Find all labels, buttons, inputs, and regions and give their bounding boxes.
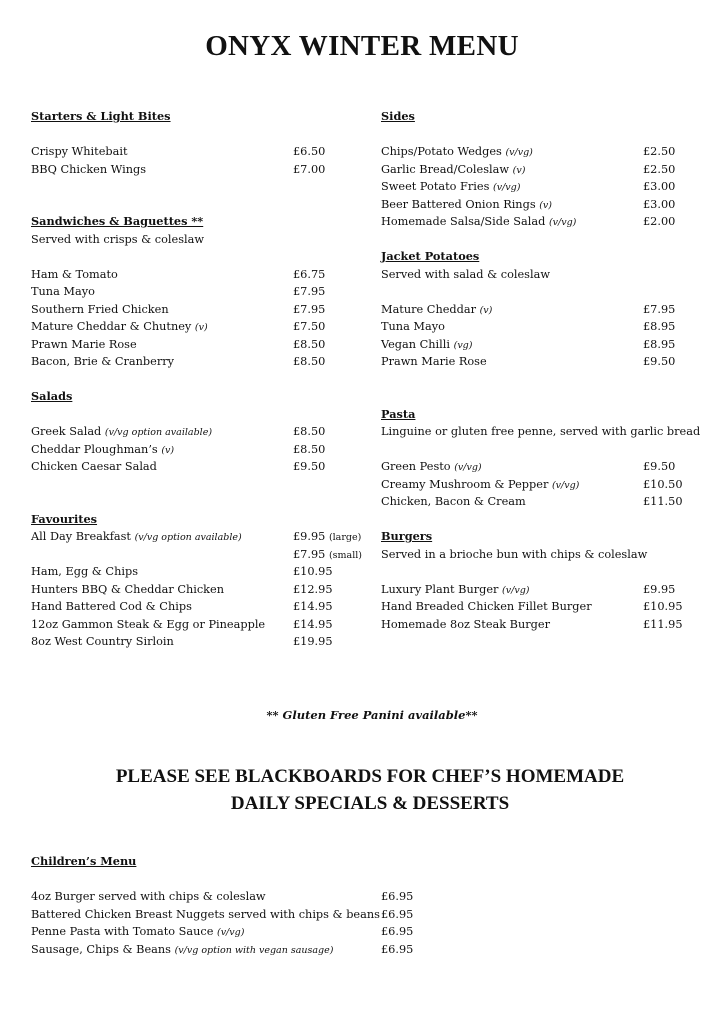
menu-item: Chicken Caesar Salad £9.50	[31, 460, 326, 473]
diet-tag: (v/vg option available)	[104, 427, 213, 438]
childrens-menu	[31, 853, 451, 958]
menu-item: Crispy Whitebait £6.50	[31, 145, 326, 158]
diet-tag: (v/vg)	[505, 147, 533, 158]
menu-item: Cheddar Ploughman’s (v) £8.50	[31, 442, 326, 456]
menu-item: Beer Battered Onion Rings (v) £3.00	[381, 197, 676, 211]
menu-item: Vegan Chilli (vg) £8.95	[381, 337, 676, 351]
diet-tag: (v)	[539, 199, 552, 211]
section-heading-salads: Salads	[31, 389, 73, 403]
section-note: Served in a brioche bun with chips & coleslaw	[381, 547, 648, 561]
menu-item: Garlic Bread/Coleslaw (v) £2.50	[381, 162, 676, 176]
diet-tag: (v/vg)	[454, 462, 482, 473]
diet-tag: (v)	[479, 304, 493, 316]
left-column	[31, 108, 371, 651]
menu-item: Creamy Mushroom & Pepper (v/vg) £10.50	[381, 477, 683, 491]
menu-item: All Day Breakfast (v/vg option available) £9.95 (large)	[31, 530, 362, 543]
section-note: Linguine or gluten free penne, served with garlic bread	[381, 425, 701, 438]
menu-item: Bacon, Brie & Cranberry £8.50	[31, 355, 326, 368]
diet-tag: (v/vg)	[216, 927, 245, 938]
diet-tag: (v/vg option with vegan sausage)	[174, 944, 334, 956]
menu-item: Ham & Tomato £6.75	[31, 267, 326, 281]
diet-tag: (v)	[512, 164, 526, 176]
menu-item: Ham, Egg & Chips £10.95	[31, 565, 333, 578]
section-heading-jacket-potatoes: Jacket Potatoes	[381, 249, 480, 263]
menu-item: Chicken, Bacon & Cream £11.50	[381, 495, 683, 508]
specials-banner	[0, 763, 724, 817]
menu-item: Green Pesto (v/vg) £9.50	[381, 460, 676, 473]
menu-item: BBQ Chicken Wings £7.00	[31, 162, 326, 176]
menu-item: Tuna Mayo £7.95	[31, 285, 326, 298]
section-heading-sandwiches: Sandwiches & Baguettes **	[31, 214, 204, 228]
diet-tag: (vg)	[453, 339, 473, 351]
specials-line-2: DAILY SPECIALS & DESSERTS	[230, 793, 510, 814]
diet-tag: (v)	[194, 322, 208, 333]
menu-item: Prawn Marie Rose £8.50	[31, 337, 326, 351]
menu-item: Hand Breaded Chicken Fillet Burger £10.95	[381, 600, 683, 613]
menu-item: Homemade Salsa/Side Salad (v/vg) £2.00	[381, 215, 676, 228]
diet-tag: (v/vg)	[551, 479, 580, 491]
menu-item: 12oz Gammon Steak & Egg or Pineapple £14.95	[31, 617, 333, 631]
section-heading-childrens-menu: Children’s Menu	[31, 854, 137, 868]
diet-tag: (v)	[161, 444, 175, 456]
menu-item: Luxury Plant Burger (v/vg) £9.95	[381, 582, 676, 596]
section-heading-pasta: Pasta	[381, 406, 416, 421]
specials-line-1: PLEASE SEE BLACKBOARDS FOR CHEF’S HOMEMADE	[115, 766, 625, 787]
menu-item: Homemade 8oz Steak Burger £11.95	[381, 617, 683, 631]
section-heading-sides: Sides	[381, 109, 415, 123]
menu-item: Hunters BBQ & Cheddar Chicken £12.95	[31, 582, 333, 596]
diet-tag: (v/vg option available)	[134, 532, 242, 543]
menu-item: Chips/Potato Wedges (v/vg) £2.50	[381, 145, 676, 158]
menu-item: Prawn Marie Rose £9.50	[381, 355, 676, 368]
gluten-free-note: ** Gluten Free Panini available**	[266, 708, 478, 722]
section-heading-burgers: Burgers	[381, 529, 433, 543]
diet-tag: (v/vg)	[548, 217, 577, 228]
menu-item: Sweet Potato Fries (v/vg) £3.00	[381, 180, 676, 193]
menu-item: Greek Salad (v/vg option available) £8.50	[31, 425, 326, 438]
menu-item: Tuna Mayo £8.95	[381, 320, 676, 333]
menu-item: 4oz Burger served with chips & coleslaw £6.95	[31, 890, 414, 903]
menu-item: Mature Cheddar & Chutney (v) £7.50	[31, 320, 326, 333]
section-note: Served with crisps & coleslaw	[31, 232, 205, 246]
menu-item: Mature Cheddar (v) £7.95	[381, 302, 676, 316]
menu-item: Hand Battered Cod & Chips £14.95	[31, 600, 333, 613]
menu-item: Sausage, Chips & Beans (v/vg option with vegan sausage) £6.95	[31, 942, 414, 956]
diet-tag: (v/vg)	[493, 182, 521, 193]
diet-tag: (v/vg)	[502, 584, 530, 596]
menu-item: 8oz West Country Sirloin £19.95	[31, 635, 333, 648]
menu-title: ONYX WINTER MENU	[205, 30, 519, 62]
menu-item: Battered Chicken Breast Nuggets served with chips & beans £6.95	[31, 907, 414, 921]
menu-item: £7.95 (small)	[293, 547, 362, 561]
section-heading-starters: Starters & Light Bites	[31, 109, 171, 123]
section-note: Served with salad & coleslaw	[381, 267, 550, 281]
section-heading-favourites: Favourites	[31, 511, 98, 526]
menu-item: Penne Pasta with Tomato Sauce (v/vg) £6.95	[31, 925, 414, 938]
right-column	[381, 108, 701, 633]
menu-item: Southern Fried Chicken £7.95	[31, 302, 326, 316]
